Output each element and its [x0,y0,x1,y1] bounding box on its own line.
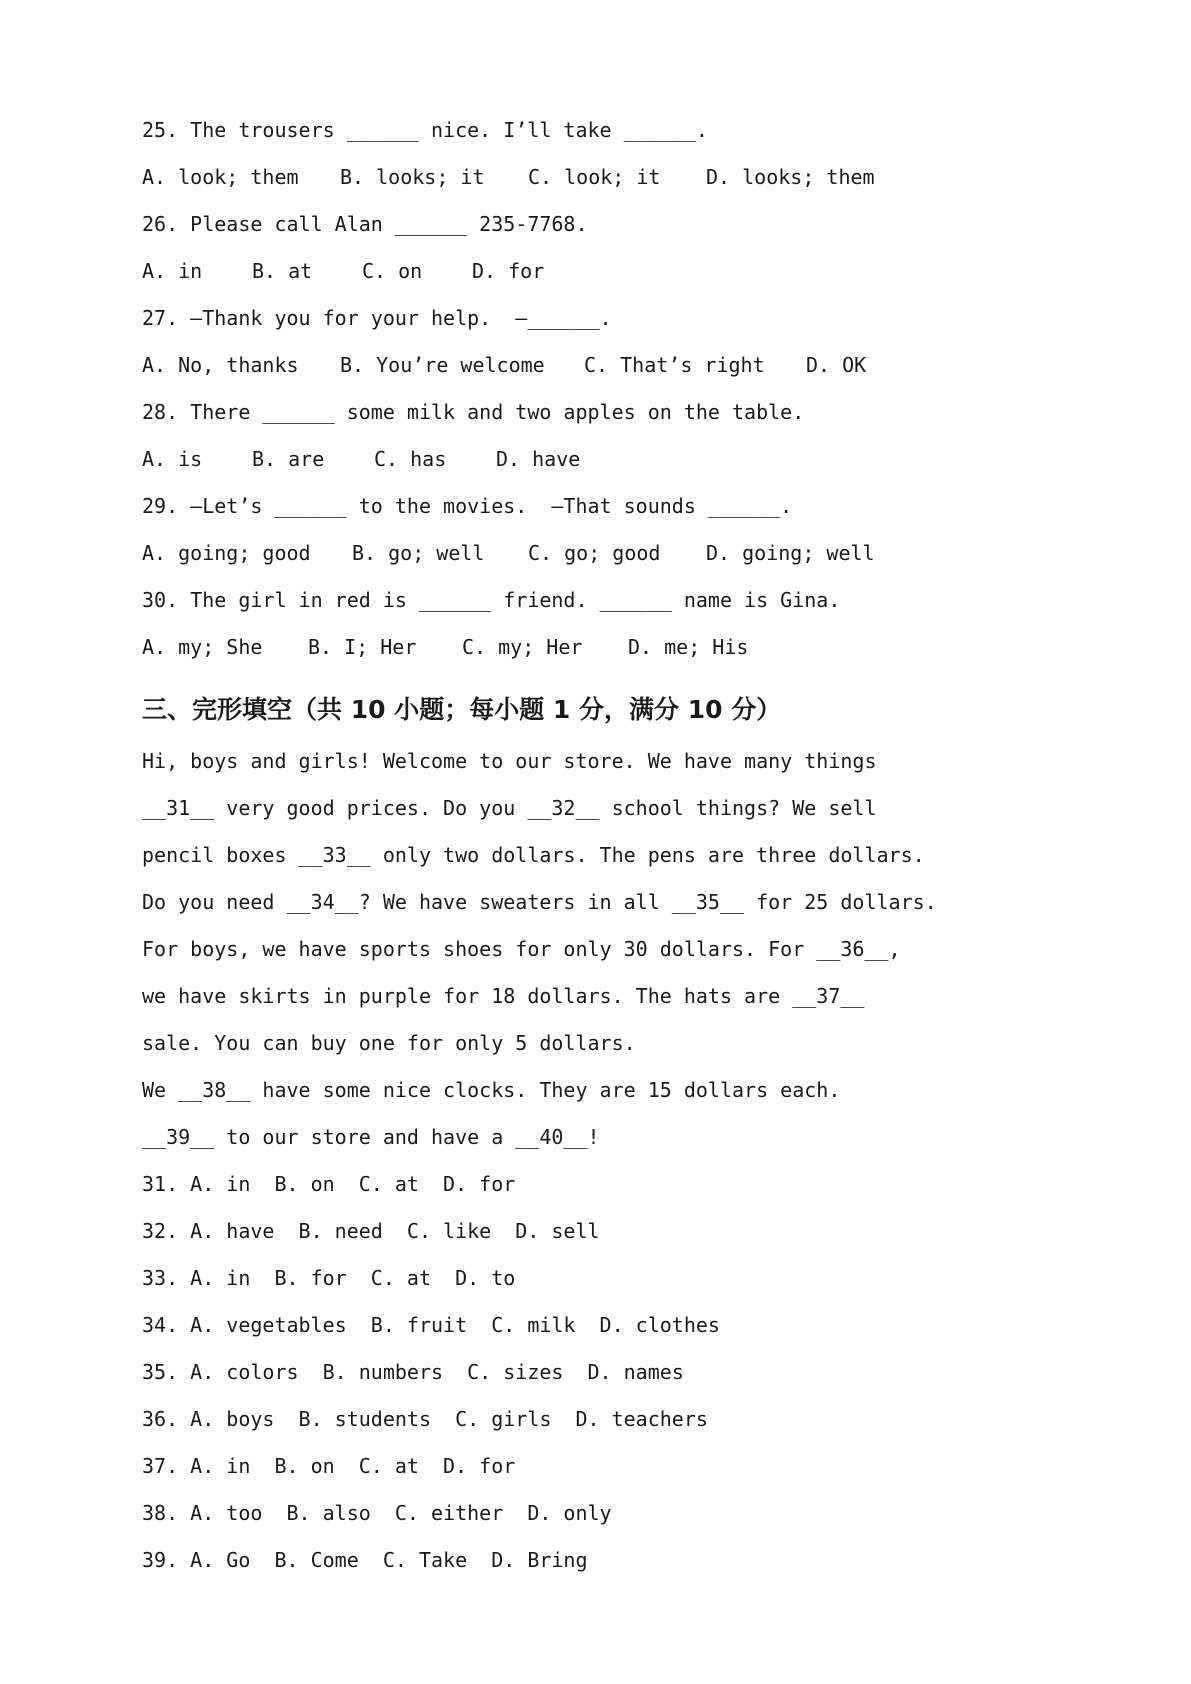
cloze-question-38: 38. A. too B. also C. either D. only [142,1501,612,1525]
option-b: B. You’re welcome [340,353,545,377]
option-c: C. look; it [528,165,661,189]
passage-line: sale. You can buy one for only 5 dollars. [142,1031,636,1055]
cloze-question-37: 37. A. in B. on C. at D. for [142,1454,516,1478]
option-a: A. look; them [142,165,299,189]
passage-line: Hi, boys and girls! Welcome to our store. We have many things [142,749,877,773]
question-options-26 [142,258,545,284]
passage-line: Do you need __34__? We have sweaters in all __35__ for 25 dollars. [142,890,937,914]
question-stem-29: 29. —Let’s ______ to the movies. —That sounds ______. [142,494,793,518]
cloze-question-34: 34. A. vegetables B. fruit C. milk D. clothes [142,1313,720,1337]
question-options-29 [142,540,875,566]
option-b: B. go; well [352,541,485,565]
passage-line: we have skirts in purple for 18 dollars. The hats are __37__ [142,984,865,1008]
cloze-question-33: 33. A. in B. for C. at D. to [142,1266,516,1290]
option-c: C. has [374,447,447,471]
option-b: B. I; Her [308,635,417,659]
passage-line: __39__ to our store and have a __40__! [142,1125,600,1149]
cloze-question-36: 36. A. boys B. students C. girls D. teachers [142,1407,708,1431]
option-c: C. go; good [528,541,661,565]
cloze-question-32: 32. A. have B. need C. like D. sell [142,1219,600,1243]
passage-line: We __38__ have some nice clocks. They are 15 dollars each. [142,1078,841,1102]
question-stem-25: 25. The trousers ______ nice. I’ll take ______. [142,118,708,142]
question-stem-27: 27. —Thank you for your help. —______. [142,306,612,330]
option-a: A. in [142,259,203,283]
option-b: B. looks; it [340,165,485,189]
option-d: D. me; His [628,635,749,659]
option-c: C. on [362,259,423,283]
passage-line: __31__ very good prices. Do you __32__ school things? We sell [142,796,877,820]
cloze-question-35: 35. A. colors B. numbers C. sizes D. names [142,1360,684,1384]
section-heading: 三、完形填空（共 10 小题；每小题 1 分，满分 10 分） [142,695,782,724]
question-stem-30: 30. The girl in red is ______ friend. ______ name is Gina. [142,588,841,612]
question-options-27 [142,352,867,378]
question-stem-28: 28. There ______ some milk and two apples on the table. [142,400,805,424]
option-a: A. my; She [142,635,263,659]
option-d: D. looks; them [706,165,875,189]
question-options-28 [142,446,581,472]
cloze-question-39: 39. A. Go B. Come C. Take D. Bring [142,1548,588,1572]
option-c: C. my; Her [462,635,583,659]
option-a: A. No, thanks [142,353,299,377]
option-d: D. have [496,447,581,471]
question-options-25 [142,164,875,190]
option-b: B. are [252,447,325,471]
question-options-30 [142,634,749,660]
option-a: A. is [142,447,203,471]
option-a: A. going; good [142,541,311,565]
passage-line: For boys, we have sports shoes for only 30 dollars. For __36__, [142,937,901,961]
option-d: D. going; well [706,541,875,565]
option-d: D. for [472,259,545,283]
passage-line: pencil boxes __33__ only two dollars. The pens are three dollars. [142,843,925,867]
cloze-question-31: 31. A. in B. on C. at D. for [142,1172,516,1196]
option-b: B. at [252,259,313,283]
option-c: C. That’s right [584,353,765,377]
option-d: D. OK [806,353,867,377]
question-stem-26: 26. Please call Alan ______ 235-7768. [142,212,588,236]
